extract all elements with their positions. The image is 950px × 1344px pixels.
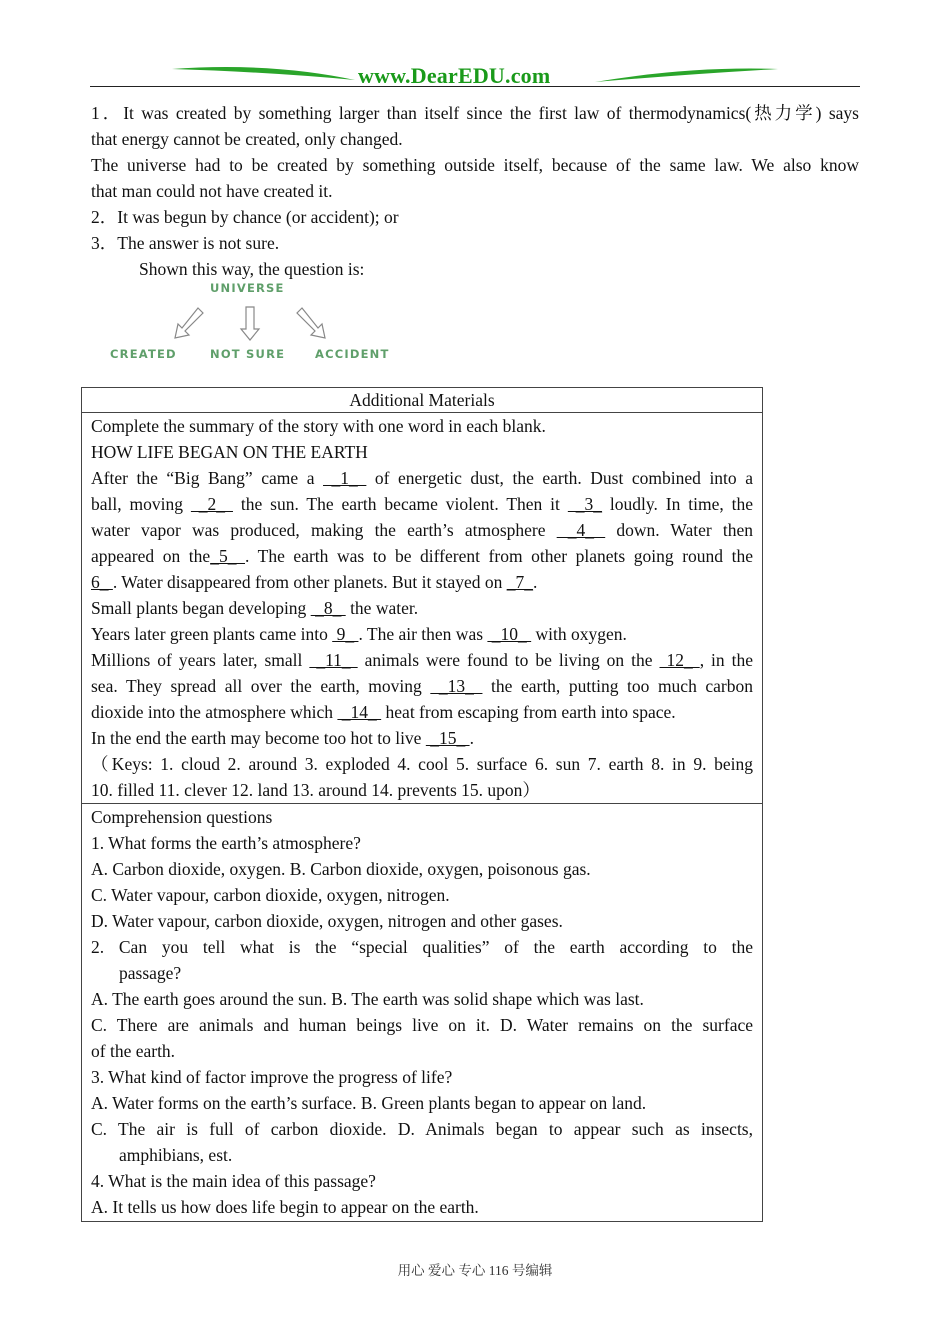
text-line bbox=[91, 1116, 753, 1142]
text: dioxide into the atmosphere which bbox=[91, 702, 338, 722]
text: C. Water vapour, carbon dioxide, oxygen, nitrogen. bbox=[91, 885, 450, 905]
text-line bbox=[91, 439, 753, 465]
text-line bbox=[91, 751, 753, 777]
text: ball, moving bbox=[91, 494, 191, 514]
text-line bbox=[91, 725, 753, 751]
text: Complete the summary of the story with one word in each blank. bbox=[91, 416, 546, 436]
text-line bbox=[91, 491, 753, 517]
text-line bbox=[91, 856, 753, 882]
text: sea. They spread all over the earth, moving bbox=[91, 676, 431, 696]
answer-blank: _5_ bbox=[210, 546, 246, 566]
text: A. It tells us how does life begin to appear on the earth. bbox=[91, 1197, 479, 1217]
text: C. There are animals and human beings live on it. D. Water remains on the surface bbox=[91, 1015, 753, 1035]
site-logo-text: www.DearEDU.com bbox=[358, 63, 551, 88]
text-line bbox=[91, 1038, 753, 1064]
text: 4. What is the main idea of this passage? bbox=[91, 1171, 376, 1191]
text: Millions of years later, small bbox=[91, 650, 310, 670]
text-line bbox=[91, 595, 753, 621]
questions-cell bbox=[82, 804, 763, 1222]
text: HOW LIFE BEGAN ON THE EARTH bbox=[91, 442, 368, 462]
text: 2. Can you tell what is the “special qualities” of the earth according to the bbox=[91, 937, 753, 957]
text: A. Water forms on the earth’s surface. B. Green plants began to appear on land. bbox=[91, 1093, 647, 1113]
intro-line: 1．It was created by something larger than itself since the first law of thermodynamics(热力学) says bbox=[91, 103, 859, 123]
header-rule bbox=[90, 86, 860, 87]
intro-line: The universe had to be created by something outside itself, because of the same law. We also know bbox=[91, 155, 859, 175]
text: Small plants began developing bbox=[91, 598, 311, 618]
text-line bbox=[91, 413, 753, 439]
text: the water. bbox=[345, 598, 419, 618]
diagram-universe-label: UNIVERSE bbox=[210, 281, 285, 295]
answer-blank: _15_ bbox=[425, 728, 470, 748]
text: . bbox=[532, 572, 538, 592]
text: animals were found to be living on the bbox=[357, 650, 660, 670]
answer-blank: _1_ bbox=[323, 468, 367, 488]
summary-cell bbox=[82, 413, 763, 804]
answer-blank: _10_ bbox=[487, 624, 532, 644]
text-line bbox=[91, 465, 753, 491]
answer-blank: _2_ bbox=[190, 494, 233, 514]
intro-text bbox=[91, 100, 859, 282]
text-line bbox=[91, 569, 753, 595]
answer-blank: _8_ bbox=[310, 598, 346, 618]
table-header: Additional Materials bbox=[82, 388, 763, 413]
text: After the “Big Bang” came a bbox=[91, 468, 324, 488]
text: the earth, putting too much carbon bbox=[482, 676, 753, 696]
text: down. Water then bbox=[605, 520, 753, 540]
text-line bbox=[91, 777, 753, 803]
continuation-line: amphibians, est. bbox=[119, 1145, 233, 1165]
text: . The air then was bbox=[358, 624, 488, 644]
text: . The earth was to be different from other planets going round the bbox=[245, 546, 753, 566]
text: water vapor was produced, making the earth’s atmosphere bbox=[91, 520, 557, 540]
text-line bbox=[91, 621, 753, 647]
answer-blank: _7_ bbox=[506, 572, 533, 592]
intro-lead: Shown this way, the question is: bbox=[139, 259, 365, 279]
text: A. The earth goes around the sun. B. The earth was solid shape which was last. bbox=[91, 989, 644, 1009]
diagram-not-sure-label: NOT SURE bbox=[210, 347, 286, 361]
text: with oxygen. bbox=[531, 624, 627, 644]
text: appeared on the bbox=[91, 546, 211, 566]
answer-blank: _14_ bbox=[337, 702, 382, 722]
intro-line: 2．It was begun by chance (or accident); or bbox=[91, 207, 399, 227]
text: . Water disappeared from other planets. But it stayed on bbox=[112, 572, 507, 592]
text: Comprehension questions bbox=[91, 807, 273, 827]
text: Years later green plants came into bbox=[91, 624, 333, 644]
text-line bbox=[91, 699, 753, 725]
universe-diagram bbox=[105, 280, 405, 370]
intro-line: 3．The answer is not sure. bbox=[91, 233, 280, 253]
answer-blank: 6_ bbox=[91, 572, 113, 592]
text: 1. What forms the earth’s atmosphere? bbox=[91, 833, 361, 853]
text-line bbox=[91, 673, 753, 699]
text-line bbox=[91, 1012, 753, 1038]
text-line bbox=[91, 986, 753, 1012]
text: the sun. The earth became violent. Then it bbox=[232, 494, 568, 514]
answer-blank: _11_ bbox=[309, 650, 358, 670]
text: In the end the earth may become too hot to live bbox=[91, 728, 426, 748]
text: 3. What kind of factor improve the progress of life? bbox=[91, 1067, 453, 1087]
text-line bbox=[91, 830, 753, 856]
page-footer: 用心 爱心 专心 116 号编辑 bbox=[397, 1263, 553, 1278]
text-line bbox=[91, 1168, 753, 1194]
intro-line: that energy cannot be created, only changed. bbox=[91, 129, 403, 149]
text-line bbox=[91, 934, 753, 960]
text-line bbox=[91, 647, 753, 673]
text: A. Carbon dioxide, oxygen. B. Carbon dioxide, oxygen, poisonous gas. bbox=[91, 859, 591, 879]
text: loudly. In time, the bbox=[601, 494, 753, 514]
answer-blank: _4_ bbox=[556, 520, 606, 540]
text-line bbox=[91, 882, 753, 908]
answer-blank: 12_ bbox=[659, 650, 700, 670]
text-line bbox=[91, 908, 753, 934]
continuation-line: passage? bbox=[119, 963, 182, 983]
text: 10. filled 11. clever 12. land 13. around 14. prevents 15. upon） bbox=[91, 780, 540, 800]
answer-blank: _3_ bbox=[567, 494, 602, 514]
text-line bbox=[91, 1194, 753, 1220]
diagram-accident-label: ACCIDENT bbox=[315, 347, 390, 361]
text-line bbox=[91, 1090, 753, 1116]
text: （Keys: 1. cloud 2. around 3. exploded 4. cool 5. surface 6. sun 7. earth 8. in 9. being bbox=[91, 754, 753, 774]
text: . bbox=[469, 728, 474, 748]
text: of energetic dust, the earth. Dust combined into a bbox=[366, 468, 753, 488]
text-line bbox=[91, 543, 753, 569]
text-line bbox=[91, 1064, 753, 1090]
text: D. Water vapour, carbon dioxide, oxygen, nitrogen and other gases. bbox=[91, 911, 563, 931]
additional-materials-table bbox=[81, 387, 763, 1222]
text-line bbox=[91, 517, 753, 543]
diagram-created-label: CREATED bbox=[110, 347, 177, 361]
text: C. The air is full of carbon dioxide. D. Animals began to appear such as insects, bbox=[91, 1119, 753, 1139]
answer-blank: _13_ bbox=[430, 676, 483, 696]
text-line bbox=[91, 804, 753, 830]
text: heat from escaping from earth into space. bbox=[381, 702, 676, 722]
intro-line: that man could not have created it. bbox=[91, 181, 333, 201]
answer-blank: 9_ bbox=[332, 624, 359, 644]
text: , in the bbox=[699, 650, 753, 670]
diagram-arrows-icon bbox=[105, 300, 405, 345]
text: of the earth. bbox=[91, 1041, 176, 1061]
